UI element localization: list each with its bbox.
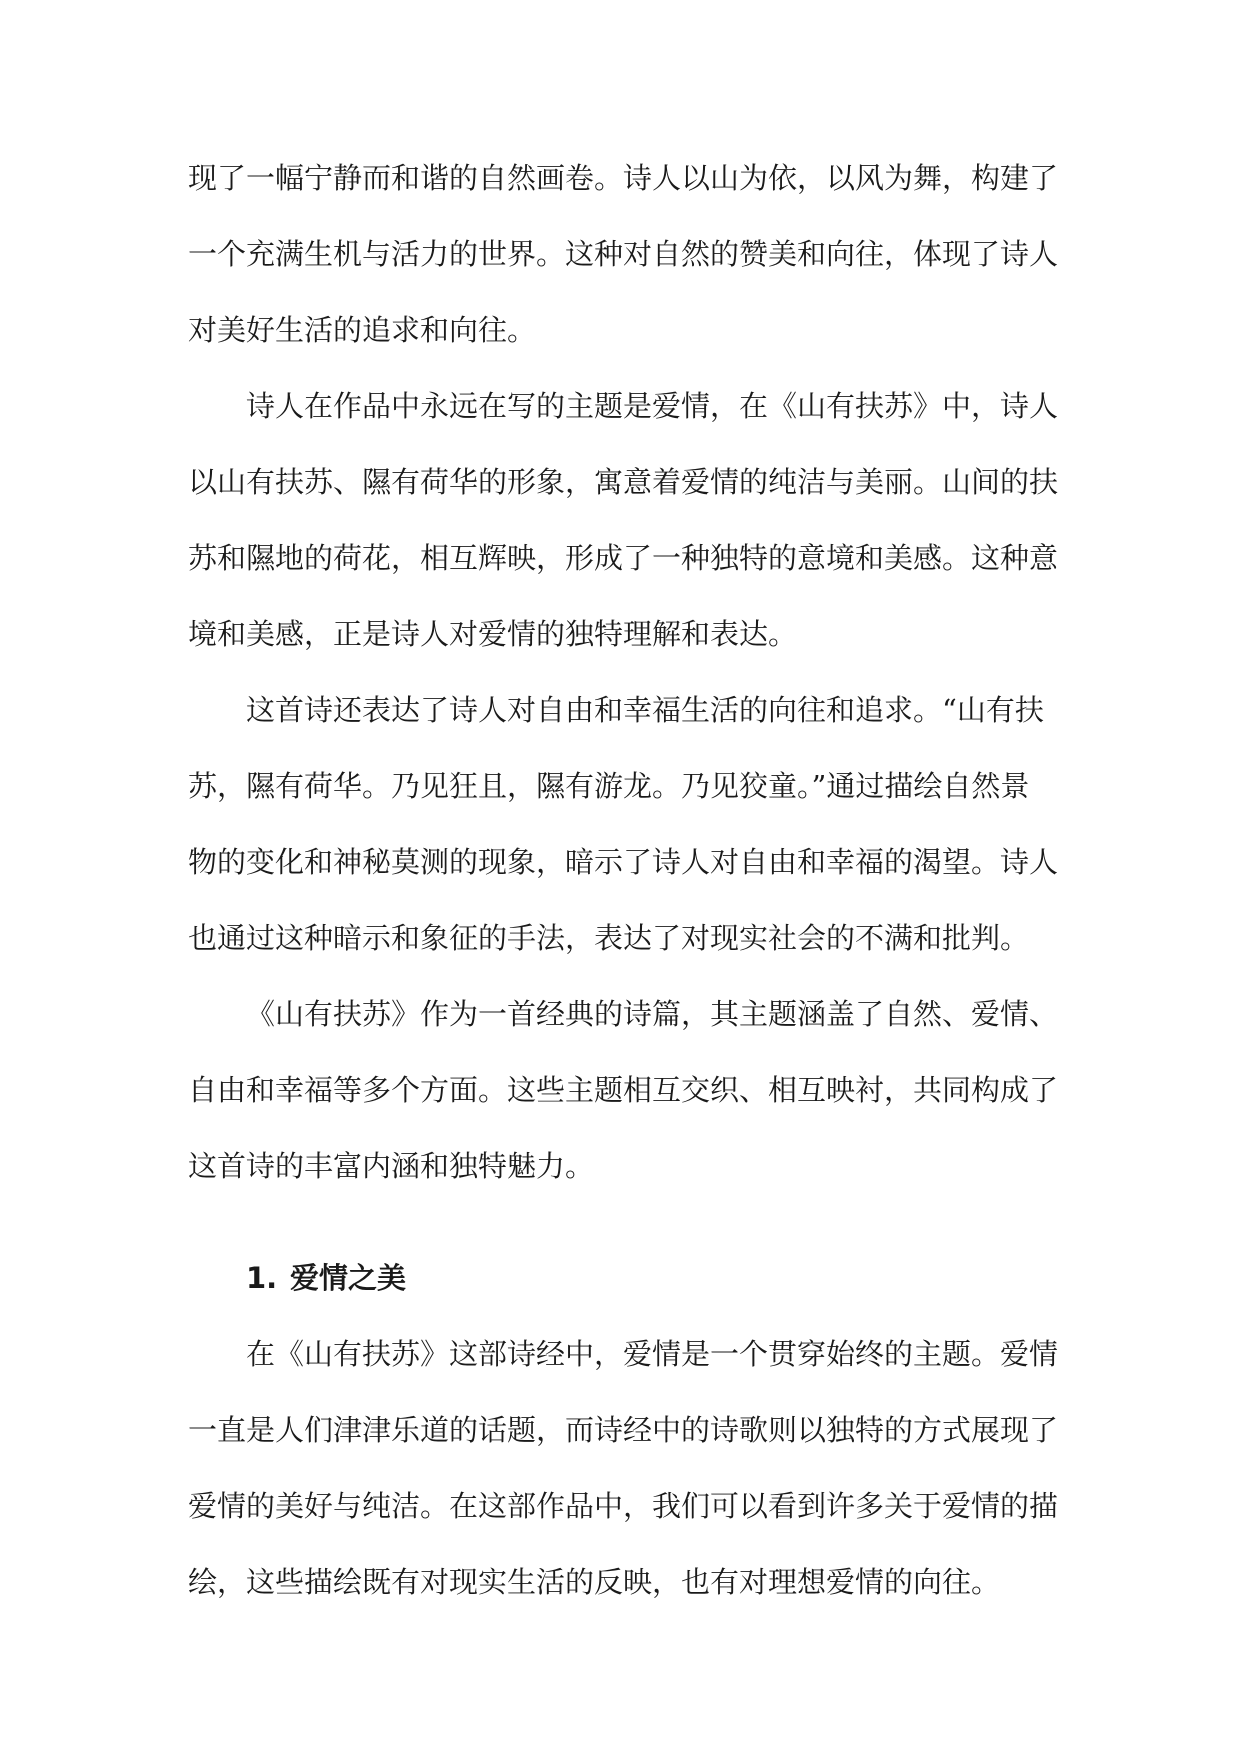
paragraph-nature: [188, 140, 1068, 368]
text-line: 也通过这种暗示和象征的手法，表达了对现实社会的不满和批判。: [188, 921, 1030, 955]
section-number: 1.: [246, 1261, 278, 1295]
paragraph-love-theme: [188, 368, 1068, 672]
paragraph-beauty-of-love: [188, 1316, 1068, 1620]
text-line: 这首诗还表达了诗人对自由和幸福生活的向往和追求。“山有扶: [246, 693, 1044, 727]
paragraph-freedom: [188, 672, 1068, 976]
text-line: 诗人在作品中永远在写的主题是爱情，在《山有扶苏》中，诗人: [246, 389, 1059, 423]
document-body: [188, 140, 1068, 1620]
text-line: 境和美感，正是诗人对爱情的独特理解和表达。: [188, 617, 798, 651]
text-line: 《山有扶苏》作为一首经典的诗篇，其主题涵盖了自然、爱情、: [246, 997, 1059, 1031]
text-line: 在《山有扶苏》这部诗经中，爱情是一个贯穿始终的主题。爱情: [246, 1337, 1059, 1371]
text-line: 以山有扶苏、隰有荷华的形象，寓意着爱情的纯洁与美丽。山间的扶: [188, 465, 1059, 499]
text-line: 物的变化和神秘莫测的现象，暗示了诗人对自由和幸福的渴望。诗人: [188, 845, 1059, 879]
section-spacer: [188, 1204, 1068, 1240]
text-line: 爱情的美好与纯洁。在这部作品中，我们可以看到许多关于爱情的描: [188, 1489, 1059, 1523]
text-line: 苏和隰地的荷花，相互辉映，形成了一种独特的意境和美感。这种意: [188, 541, 1059, 575]
text-line: 绘，这些描绘既有对现实生活的反映，也有对理想爱情的向往。: [188, 1565, 1001, 1599]
text-line: 对美好生活的追求和向往。: [188, 313, 537, 347]
text-line: 苏，隰有荷华。乃见狂且，隰有游龙。乃见狡童。”通过描绘自然景: [188, 769, 1030, 803]
section-heading: [188, 1240, 1068, 1316]
text-line: 自由和幸福等多个方面。这些主题相互交织、相互映衬，共同构成了: [188, 1073, 1059, 1107]
text-line: 一直是人们津津乐道的话题，而诗经中的诗歌则以独特的方式展现了: [188, 1413, 1059, 1447]
section-title: 爱情之美: [290, 1261, 407, 1295]
paragraph-summary: [188, 976, 1068, 1204]
text-line: 一个充满生机与活力的世界。这种对自然的赞美和向往，体现了诗人: [188, 237, 1059, 271]
text-line: 这首诗的丰富内涵和独特魅力。: [188, 1149, 595, 1183]
text-line: 现了一幅宁静而和谐的自然画卷。诗人以山为依，以风为舞，构建了: [188, 161, 1059, 195]
